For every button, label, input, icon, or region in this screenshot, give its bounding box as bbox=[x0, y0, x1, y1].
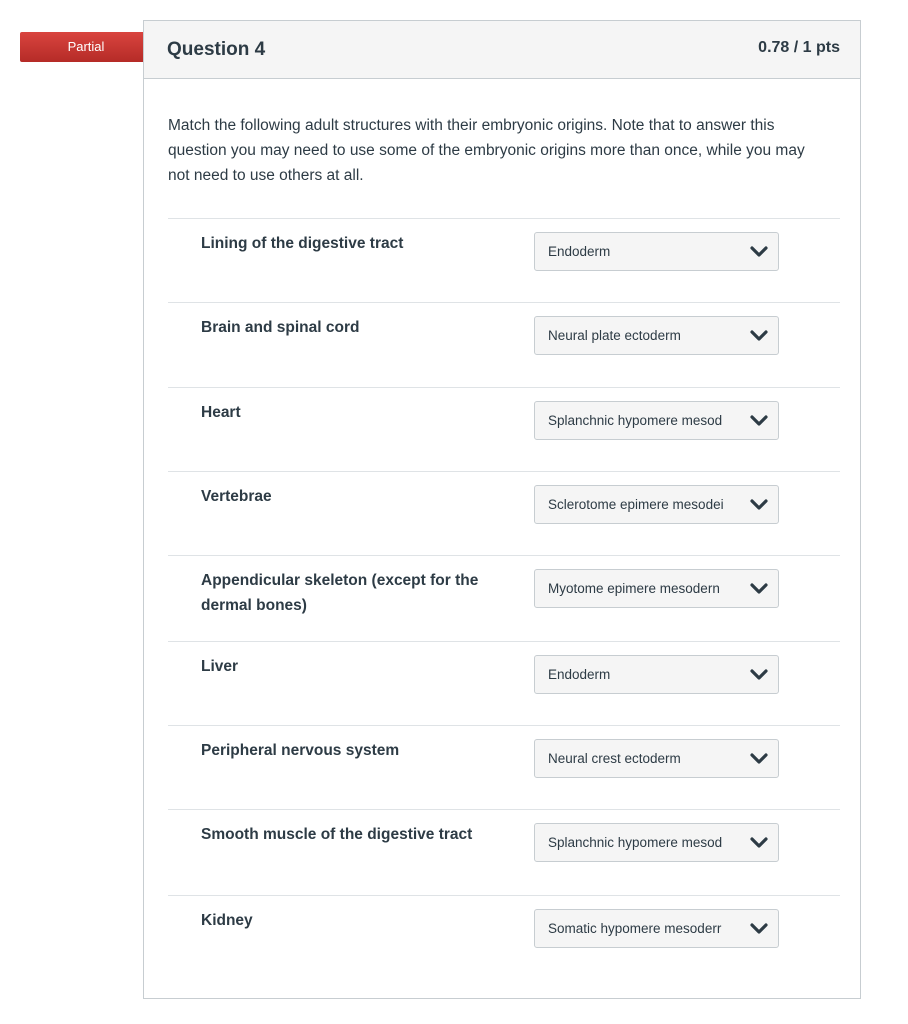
chevron-down-icon bbox=[750, 582, 768, 596]
match-row bbox=[168, 302, 840, 387]
match-select[interactable] bbox=[534, 909, 779, 948]
match-row-label: Liver bbox=[201, 658, 239, 675]
chevron-down-icon bbox=[750, 245, 768, 259]
match-select[interactable] bbox=[534, 232, 779, 271]
match-select[interactable] bbox=[534, 569, 779, 608]
match-select-value: Somatic hypomere mesoderr bbox=[548, 921, 722, 936]
chevron-down-icon bbox=[750, 752, 768, 766]
match-select[interactable] bbox=[534, 485, 779, 524]
question-title: Question 4 bbox=[167, 39, 266, 60]
matching-answers bbox=[168, 218, 840, 979]
match-row bbox=[168, 555, 840, 641]
match-select[interactable] bbox=[534, 401, 779, 440]
chevron-down-icon bbox=[750, 498, 768, 512]
match-row bbox=[168, 218, 840, 302]
chevron-down-icon bbox=[750, 922, 768, 936]
question-points: 0.78 / 1 pts bbox=[758, 39, 840, 56]
match-row bbox=[168, 387, 840, 471]
match-row bbox=[168, 809, 840, 895]
match-row-label: Peripheral nervous system bbox=[201, 742, 400, 759]
question-prompt: Match the following adult structures with their embryonic origins. Note that to answer this question you may need to use some of the embryonic origins more than once, while you may not need to use others at all. bbox=[168, 117, 805, 184]
match-select[interactable] bbox=[534, 739, 779, 778]
match-row-label: Vertebrae bbox=[201, 488, 272, 505]
match-row-label: Brain and spinal cord bbox=[201, 319, 360, 336]
match-row-label: Lining of the digestive tract bbox=[201, 235, 404, 252]
match-select[interactable] bbox=[534, 823, 779, 862]
match-row bbox=[168, 895, 840, 979]
question-card bbox=[143, 20, 861, 999]
chevron-down-icon bbox=[750, 329, 768, 343]
match-select-value: Endoderm bbox=[548, 667, 611, 682]
match-select[interactable] bbox=[534, 316, 779, 355]
partial-badge-label: Partial bbox=[67, 39, 105, 54]
match-row-label: Appendicular skeleton (except for the dermal bones) bbox=[201, 572, 479, 614]
match-select[interactable] bbox=[534, 655, 779, 694]
match-row bbox=[168, 641, 840, 725]
match-select-value: Myotome epimere mesodern bbox=[548, 581, 720, 596]
match-select-value: Sclerotome epimere mesodei bbox=[548, 497, 724, 512]
match-row bbox=[168, 471, 840, 555]
match-select-value: Endoderm bbox=[548, 244, 611, 259]
question-header bbox=[144, 21, 860, 79]
match-select-value: Splanchnic hypomere mesod bbox=[548, 835, 723, 850]
match-row bbox=[168, 725, 840, 809]
match-select-value: Neural plate ectoderm bbox=[548, 328, 681, 343]
match-row-label: Heart bbox=[201, 404, 241, 421]
match-select-value: Neural crest ectoderm bbox=[548, 751, 681, 766]
chevron-down-icon bbox=[750, 668, 768, 682]
match-select-value: Splanchnic hypomere mesod bbox=[548, 413, 723, 428]
partial-badge bbox=[20, 32, 158, 62]
match-row-label: Smooth muscle of the digestive tract bbox=[201, 826, 473, 843]
chevron-down-icon bbox=[750, 414, 768, 428]
chevron-down-icon bbox=[750, 836, 768, 850]
match-row-label: Kidney bbox=[201, 912, 253, 929]
